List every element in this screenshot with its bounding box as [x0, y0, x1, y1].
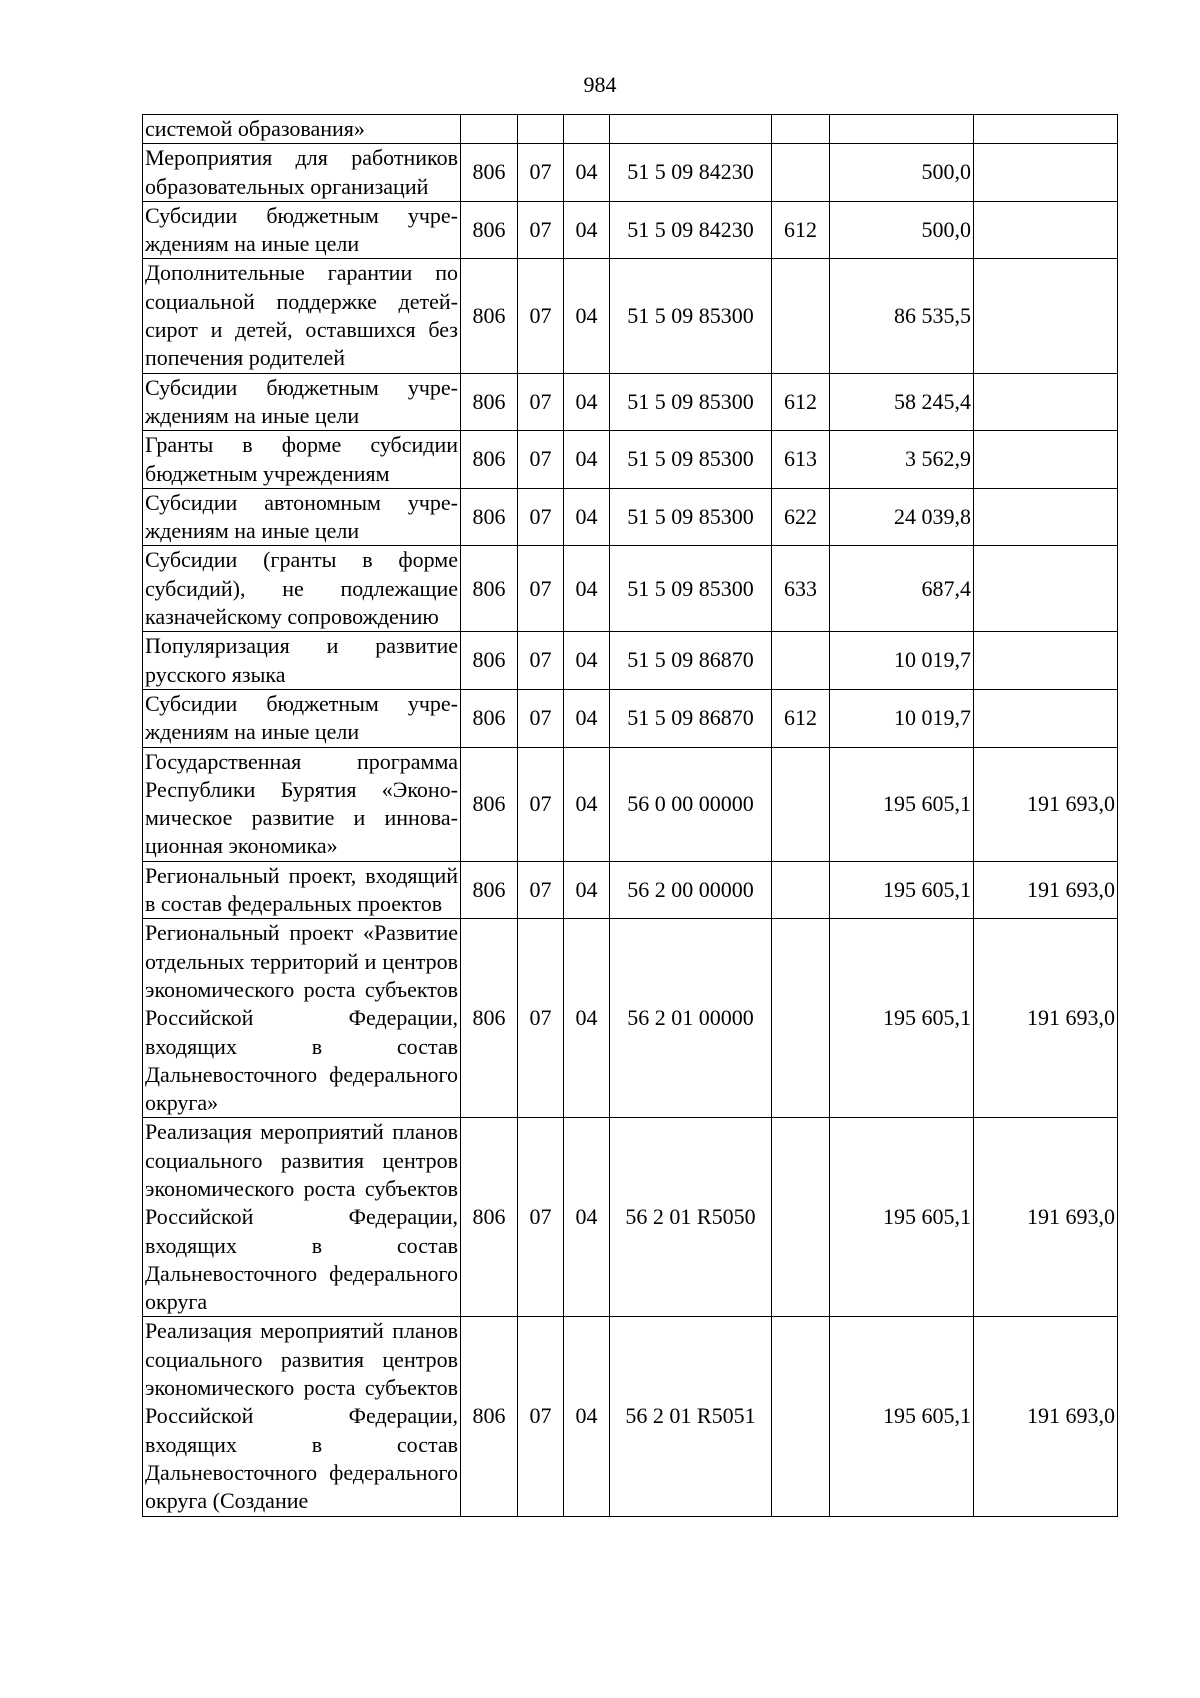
amount-year-2-cell: 191 693,0: [974, 747, 1118, 861]
table-row: [143, 373, 1118, 431]
amount-year-2-cell: 191 693,0: [974, 1317, 1118, 1516]
description-cell: Субсидии бюджетным учреждениям на иные цели: [143, 373, 461, 431]
table-row: [143, 747, 1118, 861]
expense-type-cell: [772, 259, 830, 373]
subsection-code-cell: [564, 115, 610, 144]
expense-type-cell: [772, 747, 830, 861]
target-article-cell: 51 5 09 84230: [610, 144, 772, 202]
amount-year-2-cell: [974, 431, 1118, 489]
amount-year-1-cell: 500,0: [830, 144, 974, 202]
section-code-cell: 07: [518, 144, 564, 202]
section-code-cell: 07: [518, 919, 564, 1118]
table-row: [143, 488, 1118, 546]
description-cell: Реализация мероприятий планов социального развития центров экономического роста субъектов Российской Федерации, входящих в состав Дальневосточного федерального округа (Создание: [143, 1317, 461, 1516]
ministry-code-cell: 806: [461, 259, 518, 373]
ministry-code-cell: 806: [461, 431, 518, 489]
ministry-code-cell: 806: [461, 373, 518, 431]
ministry-code-cell: 806: [461, 201, 518, 259]
amount-year-1-cell: 10 019,7: [830, 689, 974, 747]
description-cell: Дополнительные гарантии по социальной поддержке детей-сирот и детей, оставшихся без попечения родителей: [143, 259, 461, 373]
table-row: [143, 1118, 1118, 1317]
target-article-cell: 51 5 09 85300: [610, 431, 772, 489]
expense-type-cell: 633: [772, 546, 830, 632]
expense-type-cell: [772, 1317, 830, 1516]
table-row: [143, 689, 1118, 747]
description-cell: Субсидии автономным учреждениям на иные цели: [143, 488, 461, 546]
ministry-code-cell: 806: [461, 689, 518, 747]
target-article-cell: 51 5 09 85300: [610, 488, 772, 546]
description-cell: Государственная программа Республики Бурятия «Экономическое развитие и инновационная экономика»: [143, 747, 461, 861]
budget-table-body: [143, 115, 1118, 1517]
section-code-cell: 07: [518, 546, 564, 632]
subsection-code-cell: 04: [564, 488, 610, 546]
amount-year-2-cell: [974, 201, 1118, 259]
description-cell: Гранты в форме субсидии бюджетным учреждениям: [143, 431, 461, 489]
subsection-code-cell: 04: [564, 259, 610, 373]
amount-year-1-cell: 86 535,5: [830, 259, 974, 373]
expense-type-cell: 613: [772, 431, 830, 489]
ministry-code-cell: 806: [461, 546, 518, 632]
section-code-cell: 07: [518, 1118, 564, 1317]
expense-type-cell: 622: [772, 488, 830, 546]
amount-year-1-cell: 195 605,1: [830, 919, 974, 1118]
subsection-code-cell: 04: [564, 861, 610, 919]
table-row: [143, 115, 1118, 144]
table-row: [143, 144, 1118, 202]
amount-year-1-cell: 10 019,7: [830, 632, 974, 690]
amount-year-1-cell: 195 605,1: [830, 1317, 974, 1516]
description-cell: Региональный проект, входящий в состав федеральных проектов: [143, 861, 461, 919]
amount-year-1-cell: [830, 115, 974, 144]
subsection-code-cell: 04: [564, 1118, 610, 1317]
section-code-cell: 07: [518, 431, 564, 489]
target-article-cell: 51 5 09 86870: [610, 689, 772, 747]
expense-type-cell: 612: [772, 689, 830, 747]
amount-year-2-cell: 191 693,0: [974, 919, 1118, 1118]
expense-type-cell: [772, 632, 830, 690]
target-article-cell: 56 2 01 00000: [610, 919, 772, 1118]
amount-year-2-cell: [974, 115, 1118, 144]
amount-year-2-cell: [974, 632, 1118, 690]
amount-year-2-cell: [974, 546, 1118, 632]
section-code-cell: 07: [518, 689, 564, 747]
section-code-cell: 07: [518, 259, 564, 373]
amount-year-2-cell: 191 693,0: [974, 861, 1118, 919]
target-article-cell: 56 2 01 R5050: [610, 1118, 772, 1317]
amount-year-1-cell: 24 039,8: [830, 488, 974, 546]
section-code-cell: 07: [518, 1317, 564, 1516]
ministry-code-cell: 806: [461, 144, 518, 202]
amount-year-1-cell: 58 245,4: [830, 373, 974, 431]
subsection-code-cell: 04: [564, 919, 610, 1118]
subsection-code-cell: 04: [564, 689, 610, 747]
expense-type-cell: 612: [772, 373, 830, 431]
expense-type-cell: [772, 1118, 830, 1317]
description-cell: Реализация мероприятий планов социального развития центров экономического роста субъектов Российской Федерации, входящих в состав Дальневосточного федерального округа: [143, 1118, 461, 1317]
ministry-code-cell: 806: [461, 488, 518, 546]
amount-year-1-cell: 687,4: [830, 546, 974, 632]
amount-year-1-cell: 195 605,1: [830, 861, 974, 919]
target-article-cell: 51 5 09 85300: [610, 373, 772, 431]
target-article-cell: [610, 115, 772, 144]
description-cell: Региональный проект «Развитие отдельных территорий и центров экономического роста субъектов Российской Федерации, входящих в состав Дальневосточного федерального округа»: [143, 919, 461, 1118]
target-article-cell: 51 5 09 85300: [610, 259, 772, 373]
target-article-cell: 56 0 00 00000: [610, 747, 772, 861]
budget-table: [142, 114, 1118, 1517]
subsection-code-cell: 04: [564, 201, 610, 259]
section-code-cell: 07: [518, 632, 564, 690]
subsection-code-cell: 04: [564, 747, 610, 861]
amount-year-1-cell: 3 562,9: [830, 431, 974, 489]
table-row: [143, 632, 1118, 690]
table-row: [143, 546, 1118, 632]
amount-year-2-cell: [974, 259, 1118, 373]
table-row: [143, 861, 1118, 919]
subsection-code-cell: 04: [564, 373, 610, 431]
description-cell: Мероприятия для работников образовательных организаций: [143, 144, 461, 202]
section-code-cell: 07: [518, 747, 564, 861]
description-cell: Субсидии (гранты в форме субсидий), не подлежащие казначейскому сопровождению: [143, 546, 461, 632]
description-cell: Субсидии бюджетным учреждениям на иные цели: [143, 689, 461, 747]
subsection-code-cell: 04: [564, 546, 610, 632]
ministry-code-cell: 806: [461, 632, 518, 690]
ministry-code-cell: 806: [461, 747, 518, 861]
target-article-cell: 51 5 09 86870: [610, 632, 772, 690]
ministry-code-cell: [461, 115, 518, 144]
description-cell: Субсидии бюджетным учреждениям на иные цели: [143, 201, 461, 259]
amount-year-1-cell: 500,0: [830, 201, 974, 259]
amount-year-2-cell: 191 693,0: [974, 1118, 1118, 1317]
ministry-code-cell: 806: [461, 1317, 518, 1516]
section-code-cell: 07: [518, 201, 564, 259]
amount-year-2-cell: [974, 144, 1118, 202]
target-article-cell: 56 2 01 R5051: [610, 1317, 772, 1516]
description-cell: Популяризация и развитие русского языка: [143, 632, 461, 690]
section-code-cell: 07: [518, 373, 564, 431]
table-row: [143, 201, 1118, 259]
table-row: [143, 919, 1118, 1118]
expense-type-cell: [772, 115, 830, 144]
table-row: [143, 259, 1118, 373]
amount-year-2-cell: [974, 488, 1118, 546]
amount-year-1-cell: 195 605,1: [830, 747, 974, 861]
subsection-code-cell: 04: [564, 144, 610, 202]
amount-year-2-cell: [974, 373, 1118, 431]
target-article-cell: 56 2 00 00000: [610, 861, 772, 919]
section-code-cell: [518, 115, 564, 144]
amount-year-1-cell: 195 605,1: [830, 1118, 974, 1317]
expense-type-cell: [772, 144, 830, 202]
ministry-code-cell: 806: [461, 919, 518, 1118]
table-row: [143, 431, 1118, 489]
expense-type-cell: 612: [772, 201, 830, 259]
subsection-code-cell: 04: [564, 632, 610, 690]
subsection-code-cell: 04: [564, 431, 610, 489]
page-number: 984: [583, 72, 617, 97]
amount-year-2-cell: [974, 689, 1118, 747]
table-row: [143, 1317, 1118, 1516]
target-article-cell: 51 5 09 85300: [610, 546, 772, 632]
section-code-cell: 07: [518, 488, 564, 546]
ministry-code-cell: 806: [461, 861, 518, 919]
target-article-cell: 51 5 09 84230: [610, 201, 772, 259]
subsection-code-cell: 04: [564, 1317, 610, 1516]
description-cell: системой образования»: [143, 115, 461, 144]
expense-type-cell: [772, 861, 830, 919]
ministry-code-cell: 806: [461, 1118, 518, 1317]
expense-type-cell: [772, 919, 830, 1118]
section-code-cell: 07: [518, 861, 564, 919]
